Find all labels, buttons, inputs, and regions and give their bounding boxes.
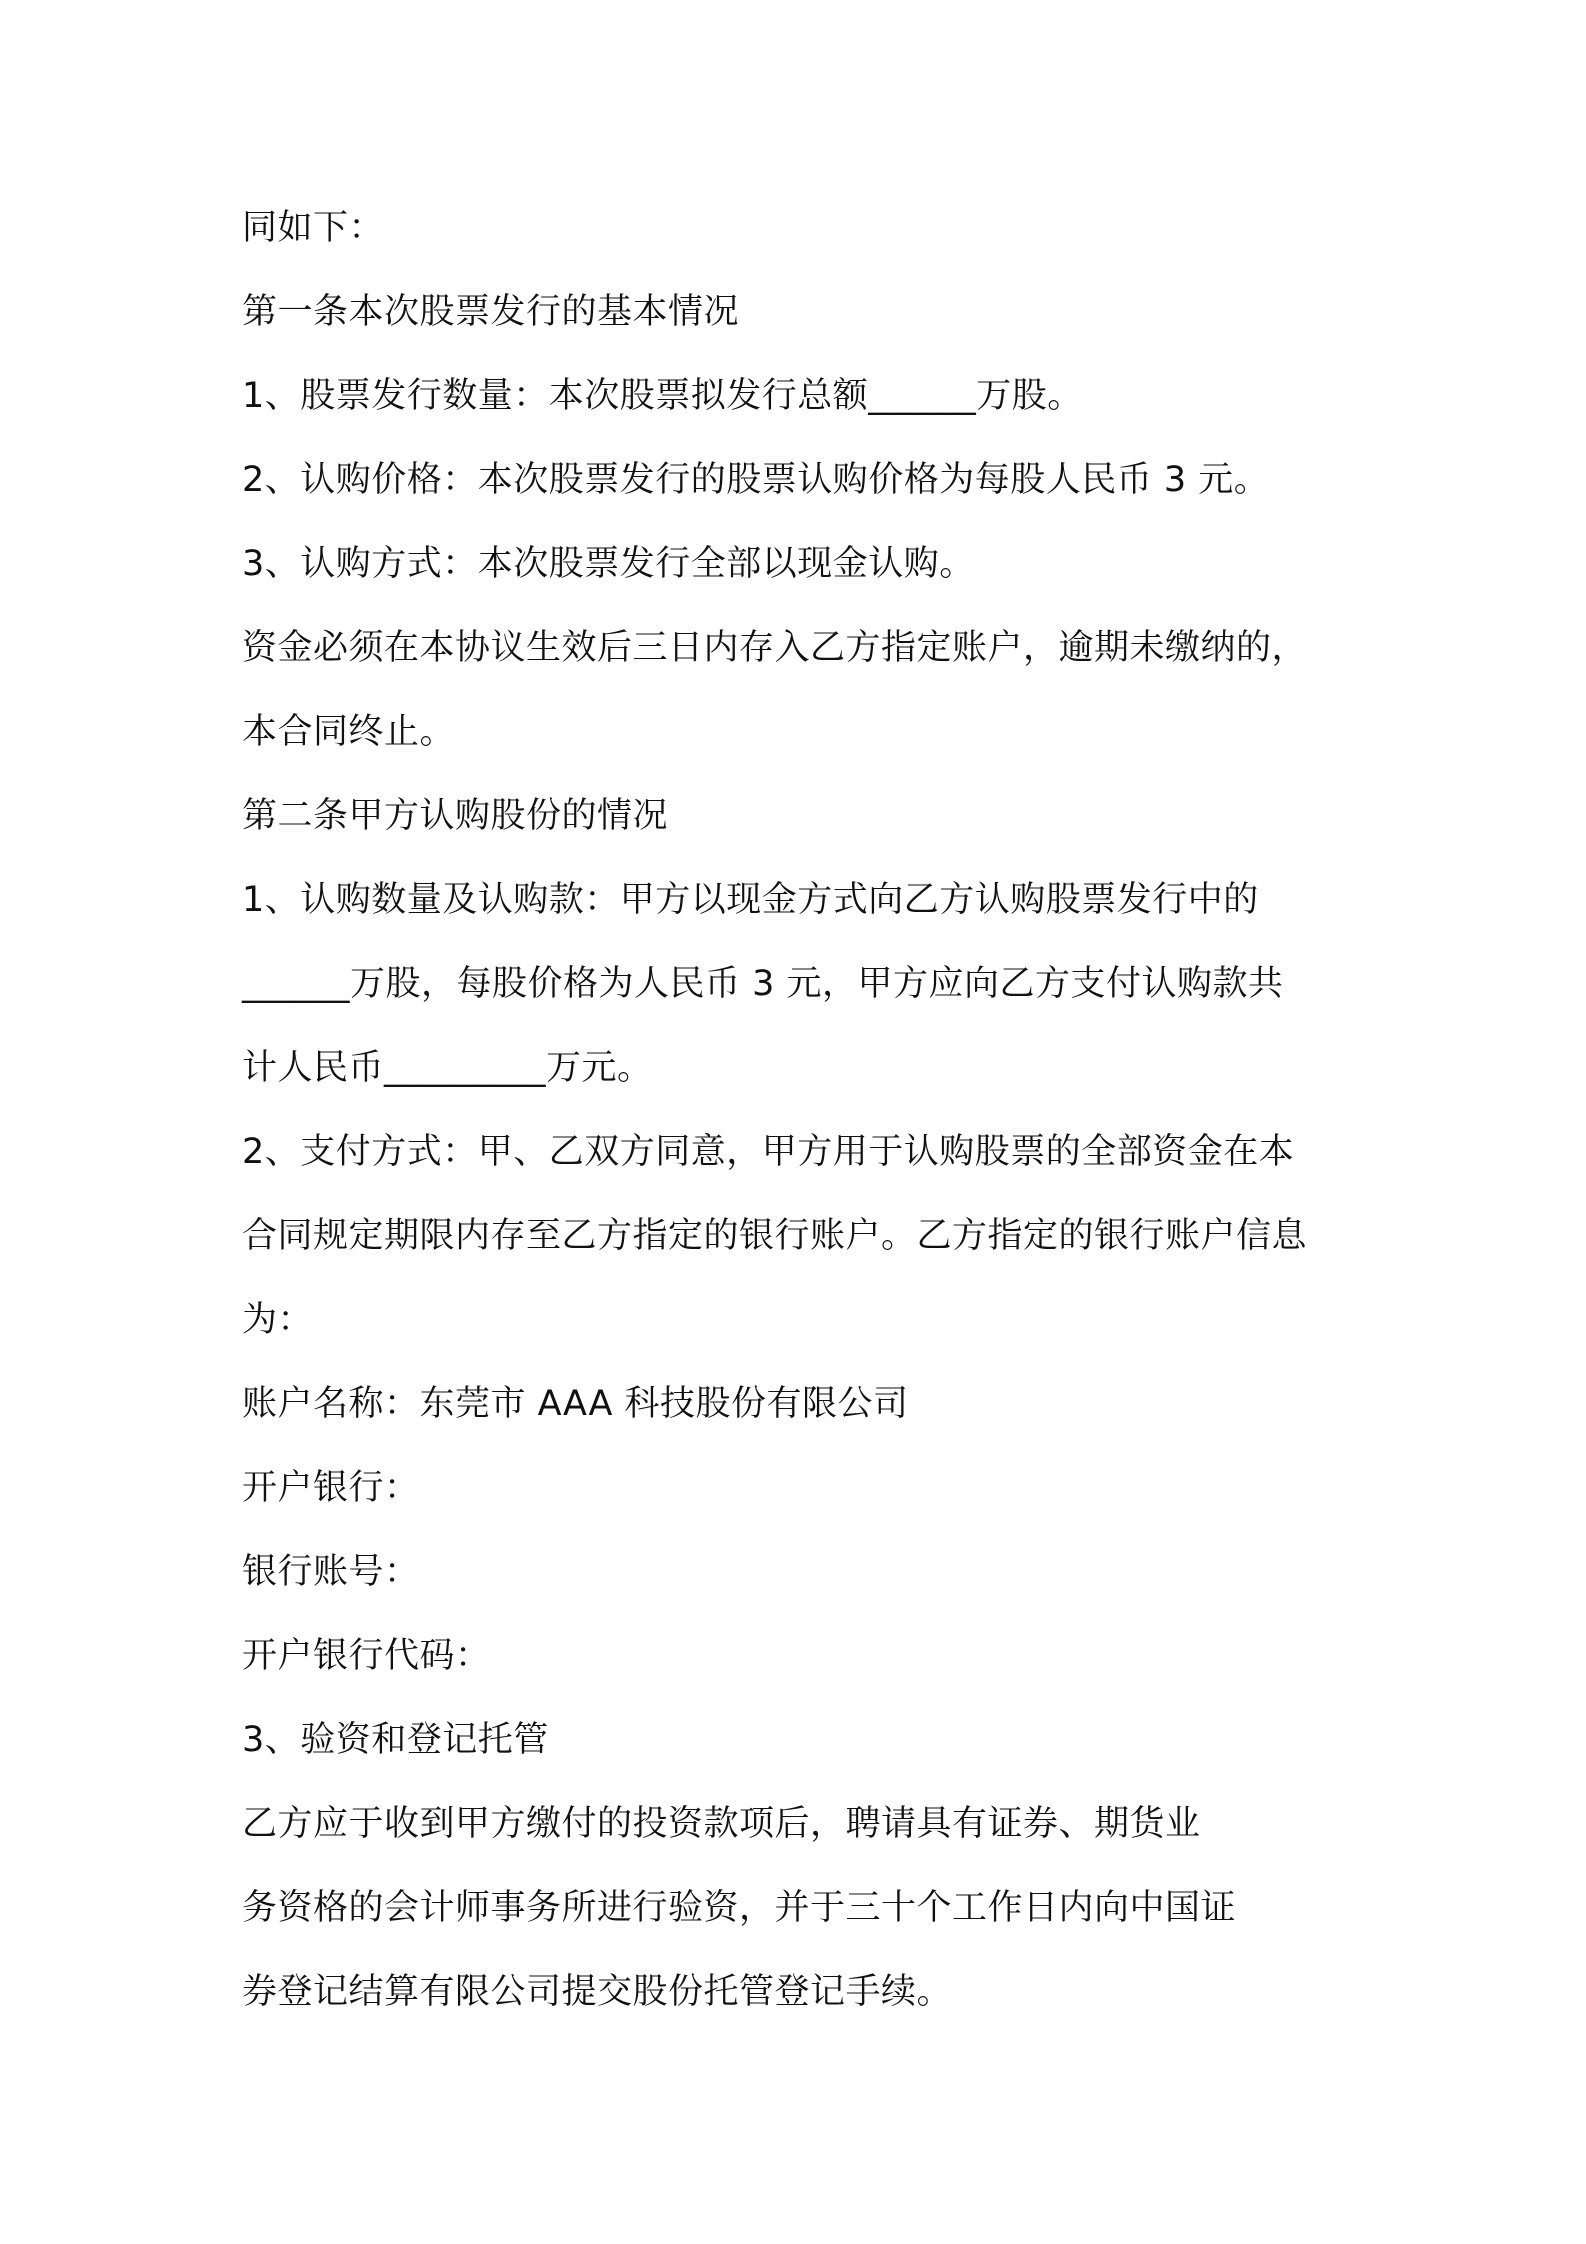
section-heading-2: 第二条甲方认购股份的情况 [242, 796, 669, 836]
paragraph-line: 为： [242, 1300, 314, 1340]
paragraph-line: 本合同终止。 [242, 712, 456, 752]
clause-issue-quantity: 1、股票发行数量：本次股票拟发行总额______万股。 [242, 376, 1083, 416]
bank-code-field: 开户银行代码： [242, 1636, 491, 1676]
section-heading-1: 第一条本次股票发行的基本情况 [242, 292, 740, 332]
bank-account-field: 银行账号： [242, 1552, 420, 1592]
intro-line: 同如下： [242, 208, 385, 248]
clause-subscription-quantity: 1、认购数量及认购款：甲方以现金方式向乙方认购股票发行中的 [242, 880, 1259, 920]
paragraph-line: 券登记结算有限公司提交股份托管登记手续。 [242, 1972, 953, 2012]
bank-name-field: 开户银行： [242, 1468, 420, 1508]
paragraph-line: 资金必须在本协议生效后三日内存入乙方指定账户，逾期未缴纳的， [242, 628, 1308, 668]
paragraph-line: 计人民币_________万元。 [242, 1048, 653, 1088]
clause-payment-method: 2、支付方式：甲、乙双方同意，甲方用于认购股票的全部资金在本 [242, 1132, 1295, 1172]
account-name-field: 账户名称：东莞市 AAA 科技股份有限公司 [242, 1384, 909, 1424]
clause-subscription-price: 2、认购价格：本次股票发行的股票认购价格为每股人民币 3 元。 [242, 460, 1270, 500]
clause-verification: 3、验资和登记托管 [242, 1720, 549, 1760]
clause-subscription-method: 3、认购方式：本次股票发行全部以现金认购。 [242, 544, 975, 584]
paragraph-line: 务资格的会计师事务所进行验资，并于三十个工作日内向中国证 [242, 1888, 1237, 1928]
paragraph-line: 合同规定期限内存至乙方指定的银行账户。乙方指定的银行账户信息 [242, 1216, 1308, 1256]
paragraph-line: ______万股，每股价格为人民币 3 元，甲方应向乙方支付认购款共 [242, 964, 1284, 1004]
paragraph-line: 乙方应于收到甲方缴付的投资款项后，聘请具有证券、期货业 [242, 1804, 1201, 1844]
